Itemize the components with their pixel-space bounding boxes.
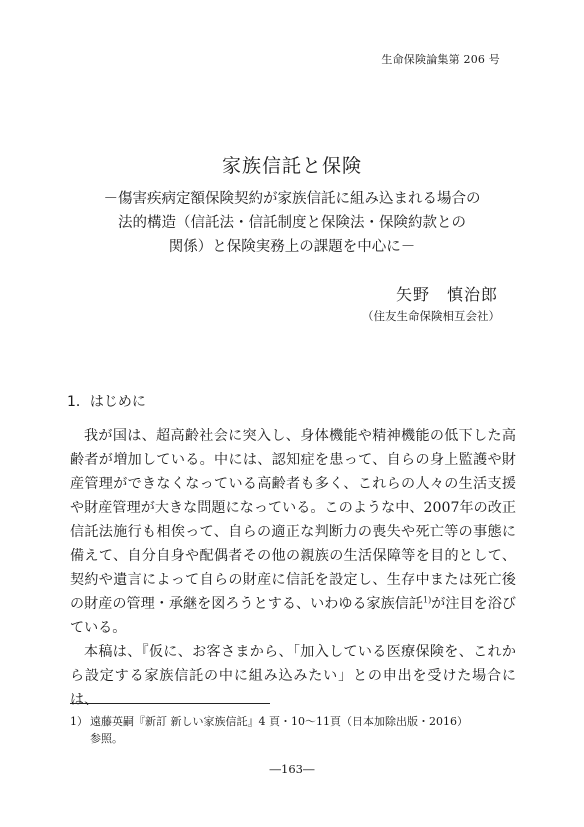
footnote-text: 遠藤英嗣『新訂 新しい家族信託』4 頁・10～11頁（日本加除出版・2016）: [90, 715, 468, 728]
subtitle-line: 関係）と保険実務上の課題を中心に－: [168, 239, 416, 255]
text-line: 信託法施行も相俟って、自らの適正な判断力の喪失や死亡等の事態に: [70, 524, 516, 540]
page-number: ―163―: [269, 762, 315, 776]
section-number: 1．: [67, 394, 90, 410]
text-line: が注目を浴: [431, 596, 502, 612]
paragraph: [70, 424, 516, 640]
paper-subtitle: [0, 187, 584, 259]
section-heading: [67, 391, 146, 411]
section-title: はじめに: [89, 394, 146, 410]
text-line: 契約や遺言によって自らの財産に信託を設定し、生存中または死亡後: [70, 572, 516, 588]
paragraph: [70, 640, 516, 712]
paper-title: 家族信託と保険: [221, 155, 362, 177]
text-line: や財産管理が大きな問題になっている。このような中、2007年の改正: [70, 500, 516, 516]
footnote-number: 1）: [70, 715, 88, 728]
text-line: 齢者が増加している。中には、認知症を患って、自らの身上監護や財: [70, 452, 516, 468]
footnote: [70, 713, 516, 747]
subtitle-line: －傷害疾病定額保険契約が家族信託に組み込まれる場合の: [103, 191, 481, 207]
text-line: びている。: [70, 596, 516, 636]
subtitle-line: 法的構造（信託法・信託制度と保険法・保険約款との: [118, 215, 466, 231]
footnote-reference[interactable]: 1): [423, 595, 432, 605]
text-line: ら設定する家族信託の中に組み込みたい」との申出を受けた場合には、: [70, 668, 516, 708]
author-name: 矢野 慎治郎: [395, 285, 498, 304]
body-text: [70, 424, 516, 712]
text-line: の財産の管理・承継を図ろうとする、いわゆる家族信託: [70, 596, 424, 612]
footnote-divider: [70, 703, 270, 704]
text-line: 我が国は、超高齢社会に突入し、身体機能や精神機能の低下した高: [84, 428, 516, 444]
text-line: 産管理ができなくなっている高齢者も多く、これらの人々の生活支援: [70, 476, 516, 492]
text-line: 備えて、自分自身や配偶者その他の親族の生活保障等を目的として、: [70, 548, 516, 564]
author-affiliation: （住友生命保険相互会社）: [362, 309, 500, 323]
footnote-text: 参照。: [90, 732, 123, 745]
running-header: 生命保険論集第 206 号: [381, 53, 500, 66]
text-line: 本稿は、『仮に、お客さまから、「加入している医療保険を、これか: [84, 644, 516, 660]
